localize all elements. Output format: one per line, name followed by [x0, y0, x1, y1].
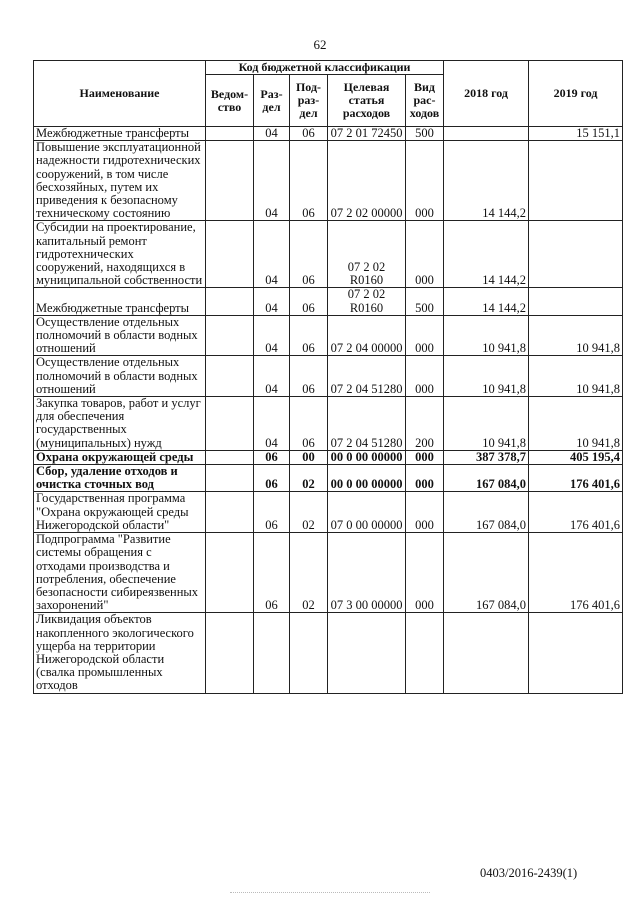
- row-2019: 10 941,8: [529, 315, 623, 356]
- row-department: [206, 450, 254, 464]
- document-code: 0403/2016-2439(1): [480, 866, 578, 880]
- row-2018: [444, 613, 529, 693]
- row-expense-type: 000: [406, 221, 444, 288]
- row-2019: 10 941,8: [529, 397, 623, 451]
- row-target: 00 0 00 00000: [328, 465, 406, 492]
- header-2018: 2018 год: [444, 61, 529, 127]
- table-row: [34, 221, 623, 288]
- row-expense-type: 000: [406, 533, 444, 613]
- row-expense-type: 000: [406, 315, 444, 356]
- row-subsection: 06: [290, 221, 328, 288]
- row-expense-type: [406, 613, 444, 693]
- row-target: 07 2 04 51280: [328, 356, 406, 397]
- row-expense-type: 000: [406, 356, 444, 397]
- row-target: [328, 613, 406, 693]
- row-name: Подпрограмма "Развитие системы обращения с отходами производства и потребления, обеспечение безопасности сибиреязвенных захоронений": [34, 533, 206, 613]
- row-target: 07 0 00 00000: [328, 492, 406, 533]
- row-expense-type: 000: [406, 450, 444, 464]
- header-2019: 2019 год: [529, 61, 623, 127]
- row-section: 04: [254, 221, 290, 288]
- row-2018: 167 084,0: [444, 533, 529, 613]
- row-expense-type: 000: [406, 492, 444, 533]
- row-department: [206, 397, 254, 451]
- row-2018: 10 941,8: [444, 356, 529, 397]
- table-row: [34, 127, 623, 141]
- row-2018: 387 378,7: [444, 450, 529, 464]
- row-2019: 176 401,6: [529, 465, 623, 492]
- row-subsection: 02: [290, 465, 328, 492]
- row-section: 06: [254, 533, 290, 613]
- row-name: Межбюджетные трансферты: [34, 288, 206, 315]
- row-subsection: 06: [290, 141, 328, 221]
- table-row: [34, 533, 623, 613]
- row-2018: 14 144,2: [444, 288, 529, 315]
- row-department: [206, 127, 254, 141]
- row-department: [206, 356, 254, 397]
- row-department: [206, 221, 254, 288]
- row-department: [206, 315, 254, 356]
- row-name: Повышение эксплуатационной надежности гидротехнических сооружений, в том числе бесхозяйных, путем их приведения к безопасному техническому состоянию: [34, 141, 206, 221]
- row-2018: 10 941,8: [444, 315, 529, 356]
- table-row: [34, 356, 623, 397]
- row-2018: 167 084,0: [444, 465, 529, 492]
- row-expense-type: 500: [406, 288, 444, 315]
- table-row: [34, 141, 623, 221]
- row-target: 07 2 04 00000: [328, 315, 406, 356]
- row-section: 04: [254, 397, 290, 451]
- table-row: [34, 613, 623, 693]
- row-name: Ликвидация объектов накопленного экологического ущерба на территории Нижегородской области (свалка промышленных отходов: [34, 613, 206, 693]
- header-name: Наименование: [34, 61, 206, 127]
- row-expense-type: 200: [406, 397, 444, 451]
- row-subsection: [290, 613, 328, 693]
- row-2019: 405 195,4: [529, 450, 623, 464]
- row-department: [206, 141, 254, 221]
- row-subsection: 06: [290, 288, 328, 315]
- budget-table: [33, 60, 623, 694]
- row-target: 07 2 04 51280: [328, 397, 406, 451]
- row-target: 00 0 00 00000: [328, 450, 406, 464]
- row-section: 06: [254, 465, 290, 492]
- table-row: [34, 450, 623, 464]
- row-expense-type: 000: [406, 141, 444, 221]
- row-section: 04: [254, 127, 290, 141]
- row-target: 07 2 02 R0160: [328, 221, 406, 288]
- row-subsection: 00: [290, 450, 328, 464]
- row-name: Осуществление отдельных полномочий в области водных отношений: [34, 356, 206, 397]
- row-2019: [529, 141, 623, 221]
- row-target: 07 3 00 00000: [328, 533, 406, 613]
- row-2018: 14 144,2: [444, 221, 529, 288]
- header-budget-code: Код бюджетной классификации: [206, 61, 444, 75]
- row-name: Сбор, удаление отходов и очистка сточных вод: [34, 465, 206, 492]
- row-section: 04: [254, 315, 290, 356]
- row-name: Межбюджетные трансферты: [34, 127, 206, 141]
- row-section: 04: [254, 356, 290, 397]
- row-subsection: 02: [290, 533, 328, 613]
- row-2019: [529, 288, 623, 315]
- table-row: [34, 492, 623, 533]
- row-2019: [529, 221, 623, 288]
- row-2019: [529, 613, 623, 693]
- row-2018: 14 144,2: [444, 141, 529, 221]
- row-name: Государственная программа "Охрана окружающей среды Нижегородской области": [34, 492, 206, 533]
- row-2019: 176 401,6: [529, 533, 623, 613]
- row-2019: 10 941,8: [529, 356, 623, 397]
- row-2019: 176 401,6: [529, 492, 623, 533]
- row-department: [206, 465, 254, 492]
- table-row: [34, 315, 623, 356]
- header-target: Целевая статья расходов: [328, 75, 406, 127]
- table-row: [34, 397, 623, 451]
- header-subsection: Под- раз- дел: [290, 75, 328, 127]
- header-expense-type: Вид рас- ходов: [406, 75, 444, 127]
- row-target: 07 2 01 72450: [328, 127, 406, 141]
- row-section: 04: [254, 288, 290, 315]
- row-section: 06: [254, 450, 290, 464]
- row-subsection: 06: [290, 356, 328, 397]
- footer-mark: [230, 892, 430, 895]
- table-row: [34, 465, 623, 492]
- row-section: 06: [254, 492, 290, 533]
- page-number: 62: [313, 37, 327, 52]
- header-section: Раз- дел: [254, 75, 290, 127]
- header-department: Ведом- ство: [206, 75, 254, 127]
- row-2019: 15 151,1: [529, 127, 623, 141]
- row-department: [206, 533, 254, 613]
- row-subsection: 06: [290, 397, 328, 451]
- row-department: [206, 288, 254, 315]
- row-name: Закупка товаров, работ и услуг для обеспечения государственных (муниципальных) нужд: [34, 397, 206, 451]
- row-department: [206, 613, 254, 693]
- row-target: 07 2 02 R0160: [328, 288, 406, 315]
- row-expense-type: 500: [406, 127, 444, 141]
- row-section: [254, 613, 290, 693]
- row-department: [206, 492, 254, 533]
- table-row: [34, 288, 623, 315]
- table-body: [34, 127, 623, 694]
- row-name: Осуществление отдельных полномочий в области водных отношений: [34, 315, 206, 356]
- row-expense-type: 000: [406, 465, 444, 492]
- row-2018: 167 084,0: [444, 492, 529, 533]
- row-target: 07 2 02 00000: [328, 141, 406, 221]
- row-subsection: 02: [290, 492, 328, 533]
- row-section: 04: [254, 141, 290, 221]
- row-2018: [444, 127, 529, 141]
- row-name: Охрана окружающей среды: [34, 450, 206, 464]
- row-2018: 10 941,8: [444, 397, 529, 451]
- row-subsection: 06: [290, 315, 328, 356]
- row-name: Субсидии на проектирование, капитальный ремонт гидротехнических сооружений, находящихся в муниципальной собственности: [34, 221, 206, 288]
- row-subsection: 06: [290, 127, 328, 141]
